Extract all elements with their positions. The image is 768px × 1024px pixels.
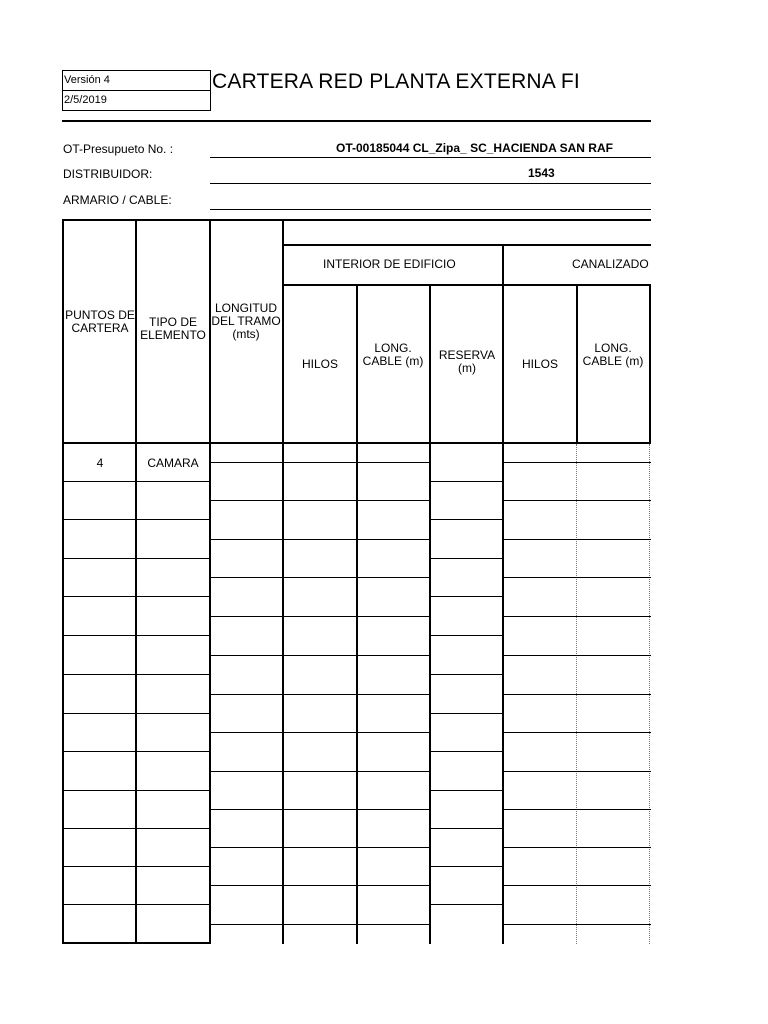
grid-line (502, 885, 651, 886)
grid-line (209, 462, 430, 463)
grid-line (429, 751, 503, 752)
grid-line (502, 462, 651, 463)
grid-line (502, 616, 651, 617)
grid-line (209, 655, 430, 656)
group-interior: INTERIOR DE EDIFICIO (323, 257, 456, 271)
grid-line (502, 577, 651, 578)
armario-label: ARMARIO / CABLE: (63, 193, 172, 207)
distribuidor-value[interactable]: 1543 (528, 166, 555, 180)
grid-line (502, 924, 651, 925)
group-canalizado: CANALIZADO (572, 258, 649, 270)
grid-line (62, 674, 210, 675)
subcol-hilos-2: HILOS (521, 357, 558, 371)
grid-line (62, 866, 210, 867)
grid-line (429, 481, 503, 482)
grid-line (62, 519, 210, 520)
grid-line (209, 885, 430, 886)
grid-line (209, 694, 430, 695)
grid-line (62, 904, 210, 905)
col-header-longitud: LONGITUD DEL TRAMO (mts) (211, 301, 281, 341)
subcol-hilos-1: HILOS (301, 357, 338, 371)
grid-line (209, 771, 430, 772)
grid-line (502, 655, 651, 656)
grid-line (502, 771, 651, 772)
grid-line (429, 904, 503, 905)
grid-line (209, 809, 430, 810)
grid-line (429, 519, 503, 520)
grid-line (429, 635, 503, 636)
grid-line (209, 924, 430, 925)
col-header-tipo: TIPO DE ELEMENTO (140, 315, 206, 342)
grid-line (62, 635, 210, 636)
grid-line (429, 674, 503, 675)
grid-line (502, 847, 651, 848)
grid-line (429, 790, 503, 791)
grid-line (62, 558, 210, 559)
version-label: Versión 4 (64, 74, 110, 86)
subcol-long-cable-1: LONG. CABLE (m) (362, 341, 424, 368)
distribuidor-label: DISTRIBUIDOR: (63, 167, 153, 181)
grid-line (62, 596, 210, 597)
grid-line (429, 713, 503, 714)
grid-line (209, 732, 430, 733)
page-title: CARTERA RED PLANTA EXTERNA FI (212, 70, 580, 93)
grid-line (429, 596, 503, 597)
grid-line (209, 577, 430, 578)
grid-line (62, 713, 210, 714)
grid-line (429, 866, 503, 867)
ot-label: OT-Presupueto No. : (63, 142, 174, 156)
subcol-reserva-1: RESERVA (m) (438, 348, 496, 375)
grid-line (209, 847, 430, 848)
col-header-puntos: PUNTOS DE CARTERA (65, 308, 135, 335)
grid-line (209, 539, 430, 540)
cell-puntos-1[interactable]: 4 (96, 456, 104, 470)
grid-line (502, 732, 651, 733)
grid-line (209, 500, 430, 501)
grid-line (502, 539, 651, 540)
grid-line (62, 790, 210, 791)
grid-line (429, 828, 503, 829)
grid-line (429, 558, 503, 559)
grid-line (502, 809, 651, 810)
grid-line (209, 616, 430, 617)
grid-line (502, 500, 651, 501)
grid-line (502, 694, 651, 695)
date-label: 2/5/2019 (64, 94, 107, 106)
subcol-long-cable-2: LONG. CABLE (m) (582, 341, 644, 368)
grid-line (62, 828, 210, 829)
ot-value[interactable]: OT-00185044 CL_Zipa_ SC_HACIENDA SAN RAF (336, 141, 613, 155)
cell-tipo-1[interactable]: CAMARA (147, 456, 199, 470)
grid-line (62, 481, 210, 482)
grid-line (62, 751, 210, 752)
